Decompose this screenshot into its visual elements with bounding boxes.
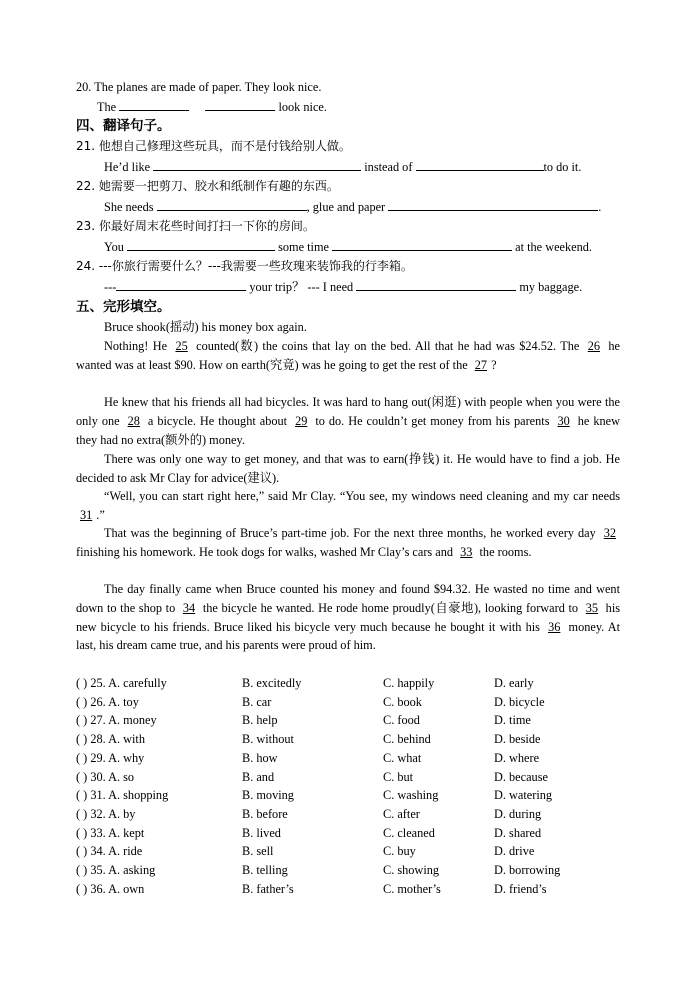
option-b[interactable]: B. excitedly: [242, 676, 302, 690]
option-b[interactable]: B. father’s: [242, 881, 294, 896]
option-question-a[interactable]: ( ) 29. A. why: [76, 750, 145, 765]
option-row[interactable]: [76, 861, 620, 880]
option-d[interactable]: D. beside: [494, 732, 541, 747]
q20-blank-2[interactable]: [205, 97, 275, 111]
q20-blank-1[interactable]: [119, 97, 189, 111]
option-d[interactable]: D. because: [494, 769, 548, 784]
option-question-a[interactable]: ( ) 30. A. so: [76, 769, 135, 784]
p3-text-1: He knew that his friends all had bicycles. It was hard to hang out(闲逛) with people when you were the only one: [76, 395, 620, 428]
option-row[interactable]: [76, 880, 620, 899]
passage-paragraph-4: There was only one way to get money, and that was to earn(挣钱) it. He would have to find a job. He decided to ask Mr Clay for advice(建议).: [76, 452, 620, 485]
option-c[interactable]: C. buy: [383, 844, 416, 859]
q21-blank-2[interactable]: [416, 157, 544, 171]
option-b[interactable]: B. before: [242, 806, 288, 821]
q23-part-1: You: [104, 240, 124, 254]
q20-question: 20. The planes are made of paper. They look nice.: [76, 80, 322, 94]
blank-32[interactable]: 32: [603, 526, 617, 540]
p7-text-3: his new bicycle to his friends. Bruce liked his bicycle very much because he bought it with his: [76, 600, 621, 634]
section-5-title: 五、完形填空。: [76, 299, 171, 315]
option-row[interactable]: [76, 711, 620, 730]
p2-text-1: Nothing! He: [104, 339, 168, 353]
option-c[interactable]: C. showing: [383, 863, 440, 877]
option-question-a[interactable]: ( ) 27. A. money: [76, 713, 157, 728]
blank-34[interactable]: 34: [182, 600, 196, 615]
option-d[interactable]: D. friend’s: [494, 881, 547, 896]
option-b[interactable]: B. lived: [242, 825, 281, 840]
passage-paragraph-1: Bruce shook(摇动) his money box again.: [104, 320, 307, 334]
option-c[interactable]: C. book: [383, 694, 422, 709]
p6-text-2: finishing his homework. He took dogs for walks, washed Mr Clay’s cars and: [76, 544, 454, 559]
option-d[interactable]: D. time: [494, 713, 531, 728]
option-row[interactable]: [76, 768, 620, 787]
q23-chinese: 23. 你最好周末花些时间打扫一下你的房间。: [76, 219, 315, 233]
option-d[interactable]: D. shared: [494, 825, 542, 840]
blank-31[interactable]: 31: [80, 507, 93, 522]
blank-33[interactable]: 33: [460, 544, 473, 559]
option-c[interactable]: C. what: [383, 750, 422, 765]
q24-part-1: ---: [104, 280, 117, 294]
option-question-a[interactable]: ( ) 33. A. kept: [76, 825, 145, 840]
blank-36[interactable]: 36: [548, 619, 561, 634]
blank-25[interactable]: 25: [175, 339, 188, 353]
p2-text-4: ?: [491, 357, 497, 372]
q23-part-2: some time: [278, 240, 329, 254]
q24-chinese: 24. ---你旅行需要什么？---我需要一些玫瑰来装饰我的行李箱。: [76, 259, 413, 273]
passage-paragraph-6: [76, 524, 620, 562]
q22-english-line: [104, 197, 620, 216]
q20-prefix: The: [97, 100, 117, 114]
blank-29[interactable]: 29: [295, 413, 308, 428]
q23-blank-2[interactable]: [332, 237, 512, 251]
option-row[interactable]: [76, 674, 620, 693]
blank-26[interactable]: 26: [587, 339, 601, 353]
option-d[interactable]: D. where: [494, 750, 540, 765]
q21-part-2: instead of: [364, 160, 413, 174]
option-d[interactable]: D. drive: [494, 844, 535, 859]
option-b[interactable]: B. without: [242, 732, 294, 747]
q21-part-3: to do it.: [543, 160, 582, 174]
option-question-a[interactable]: ( ) 34. A. ride: [76, 844, 143, 859]
option-question-a[interactable]: ( ) 28. A. with: [76, 732, 145, 747]
option-b[interactable]: B. sell: [242, 844, 274, 859]
option-row[interactable]: [76, 824, 620, 843]
option-c[interactable]: C. happily: [383, 676, 435, 690]
p2-text-3: he wanted was at least $90. How on earth(究竟) was he going to get the rest of the: [76, 339, 620, 372]
option-b[interactable]: B. telling: [242, 863, 288, 877]
option-d[interactable]: D. during: [494, 806, 542, 821]
p7-text-1: The day finally came when Bruce counted his money and found $94.32. He wasted no time and went down to the shop to: [76, 582, 620, 615]
option-row[interactable]: [76, 786, 620, 805]
blank-30[interactable]: 30: [557, 413, 570, 428]
q24-part-2: your trip？ --- I need: [249, 280, 354, 294]
option-row[interactable]: [76, 730, 620, 749]
option-question-a[interactable]: ( ) 25. A. carefully: [76, 676, 167, 690]
q24-part-3: my baggage.: [519, 280, 583, 294]
option-b[interactable]: B. moving: [242, 788, 294, 803]
option-c[interactable]: C. food: [383, 713, 420, 728]
option-c[interactable]: C. behind: [383, 732, 431, 747]
q24-blank-2[interactable]: [356, 277, 516, 291]
option-question-a[interactable]: ( ) 36. A. own: [76, 881, 145, 896]
blank-27[interactable]: 27: [474, 357, 488, 372]
option-question-a[interactable]: ( ) 31. A. shopping: [76, 788, 169, 803]
p2-text-2: counted(数) the coins that lay on the bed. All that he had was $24.52. The: [196, 339, 580, 353]
q22-blank-1[interactable]: [157, 197, 307, 211]
option-row[interactable]: [76, 693, 620, 712]
q24-blank-1[interactable]: [116, 277, 246, 291]
passage-paragraph-5: [76, 487, 620, 525]
option-c[interactable]: C. washing: [383, 788, 439, 803]
q20-suffix: look nice.: [278, 100, 327, 114]
p5-text-2: .”: [96, 507, 105, 522]
passage-paragraph-7: [76, 580, 620, 655]
option-b[interactable]: B. car: [242, 694, 272, 709]
option-row[interactable]: [76, 805, 620, 824]
option-c[interactable]: C. after: [383, 806, 420, 821]
p7-text-4: money. At last, his dream came true, and his parents were proud of him.: [76, 619, 621, 653]
option-question-a[interactable]: ( ) 26. A. toy: [76, 694, 139, 709]
option-d[interactable]: D. bicycle: [494, 694, 545, 709]
p3-text-4: he knew they had no extra(额外的) money.: [76, 413, 620, 447]
q22-part-1: She needs: [104, 200, 154, 214]
option-question-a[interactable]: ( ) 35. A. asking: [76, 863, 156, 877]
option-question-a[interactable]: ( ) 32. A. by: [76, 806, 136, 821]
option-d[interactable]: D. early: [494, 676, 534, 690]
q20-answer-line: [97, 97, 641, 116]
q21-chinese: 21. 他想自己修理这些玩具，而不是付钱给别人做。: [76, 139, 351, 153]
q22-blank-2[interactable]: [388, 197, 598, 211]
option-d[interactable]: D. borrowing: [494, 863, 561, 877]
option-row[interactable]: [76, 749, 620, 768]
q21-part-1: He’d like: [104, 160, 151, 174]
section-4-title: 四、翻译句子。: [76, 118, 171, 134]
p6-text-1: That was the beginning of Bruce’s part-time job. For the next three months, he worked every day: [104, 526, 596, 540]
option-row[interactable]: [76, 842, 620, 861]
q23-english-line: [104, 237, 620, 256]
blank-28[interactable]: 28: [127, 413, 140, 428]
option-b[interactable]: B. and: [242, 769, 275, 784]
p6-text-3: the rooms.: [479, 544, 532, 559]
p5-text-1: “Well, you can start right here,” said Mr Clay. “You see, my windows need cleaning and my car needs: [104, 489, 620, 503]
q22-chinese: 22. 她需要一把剪刀、胶水和纸制作有趣的东西。: [76, 179, 339, 193]
p3-text-2: a bicycle. He thought about: [147, 413, 288, 428]
passage-paragraph-2: [76, 337, 620, 375]
q21-blank-1[interactable]: [153, 157, 361, 171]
option-b[interactable]: B. how: [242, 750, 278, 765]
blank-35[interactable]: 35: [585, 600, 599, 615]
q23-blank-1[interactable]: [127, 237, 275, 251]
option-c[interactable]: C. cleaned: [383, 825, 435, 840]
q22-part-3: .: [598, 200, 602, 214]
q23-part-3: at the weekend.: [515, 240, 592, 254]
option-c[interactable]: C. mother’s: [383, 881, 441, 896]
passage-paragraph-3: [76, 393, 620, 449]
p7-text-2: the bicycle he wanted. He rode home proudly(自豪地), looking forward to: [202, 600, 579, 615]
option-c[interactable]: C. but: [383, 769, 414, 784]
q22-part-2: , glue and paper: [306, 200, 386, 214]
p3-text-3: to do. He couldn’t get money from his parents: [315, 413, 550, 428]
option-d[interactable]: D. watering: [494, 788, 553, 803]
option-b[interactable]: B. help: [242, 713, 278, 728]
q24-english-line: [104, 277, 620, 296]
q21-english-line: [104, 157, 620, 176]
